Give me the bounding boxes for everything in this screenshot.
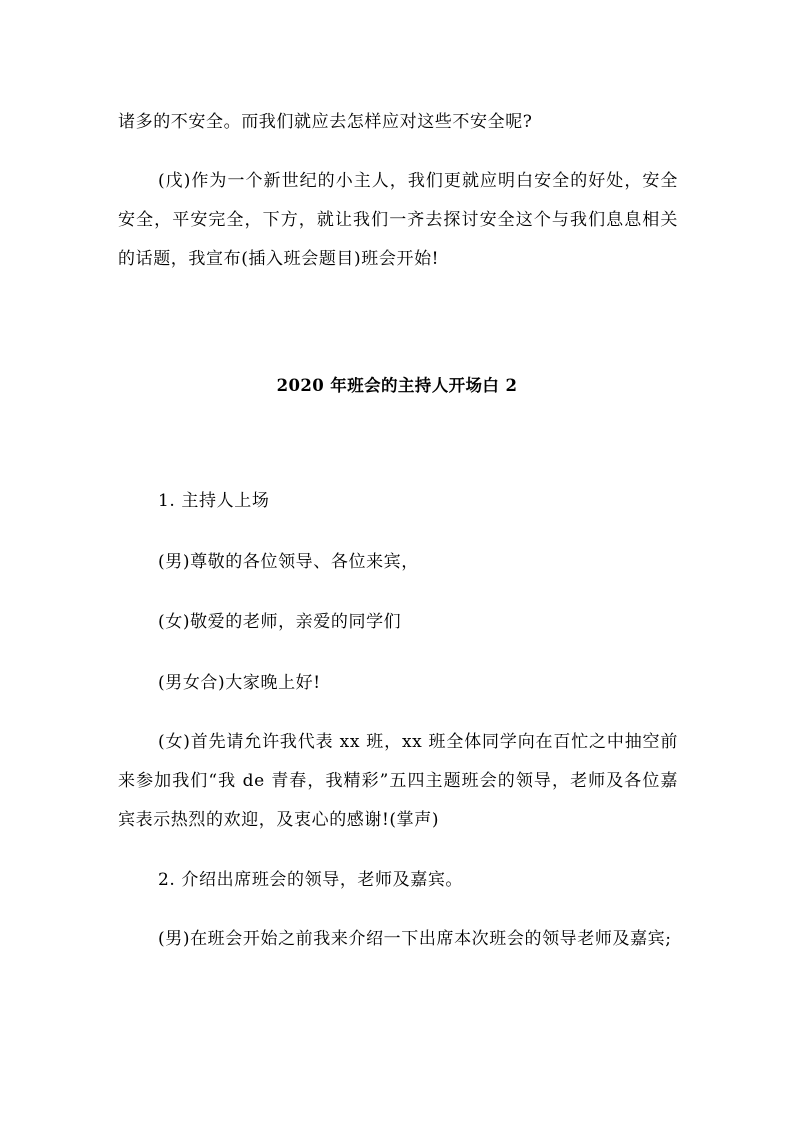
paragraph-male-introduction: (男)在班会开始之前我来介绍一下出席本次班会的领导老师及嘉宾; [158,929,672,949]
paragraph-wu: (戊)作为一个新世纪的小主人，我们更就应明白安全的好处，安全安全，平安完全，下方，就让我们一齐去探讨安全这个与我们息息相关的话题，我宣布(插入班会题目)班会开始! [118,171,678,269]
section-title: 2020 年班会的主持人开场白 2 [276,376,518,395]
paragraph-continuation: 诸多的不安全。而我们就应去怎样应对这些不安全呢? [118,112,533,132]
paragraph-welcome: (女)首先请允许我代表 xx 班，xx 班全体同学向在百忙之中抽空前来参加我们“我 de 青春，我精彩”五四主题班会的领导，老师及各位嘉宾表示热烈的欢迎，及衷心的感谢!(掌声) [118,732,678,830]
paragraph-host-enter: 1. 主持人上场 [158,491,270,511]
paragraph-joint-greeting: (男女合)大家晚上好! [158,673,321,693]
paragraph-male-greeting: (男)尊敬的各位领导、各位来宾， [158,552,419,572]
paragraph-introduce-guests: 2. 介绍出席班会的领导，老师及嘉宾。 [158,870,464,890]
paragraph-female-greeting: (女)敬爱的老师，亲爱的同学们 [158,612,402,632]
